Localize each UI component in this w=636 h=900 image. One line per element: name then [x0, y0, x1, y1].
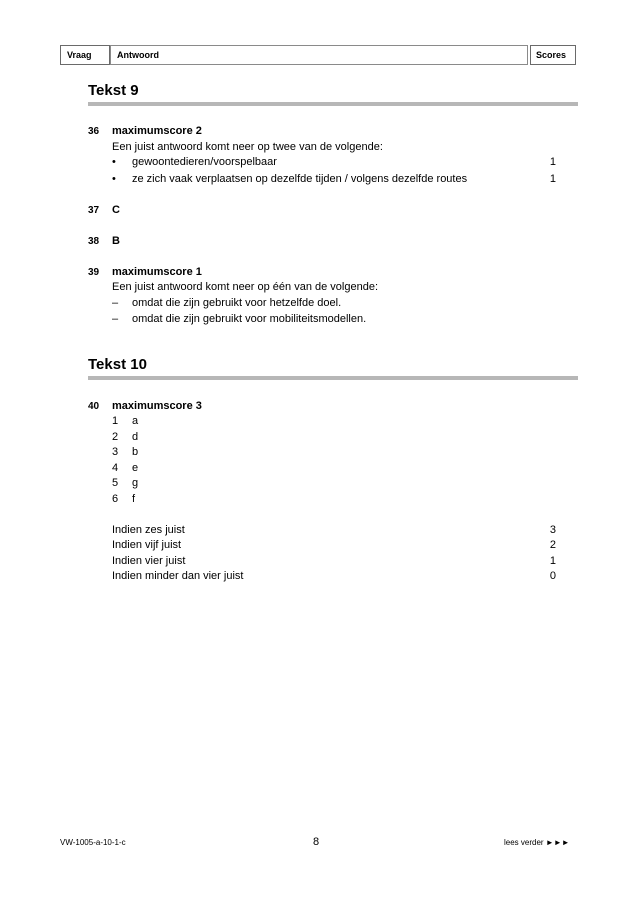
footer-code: VW-1005-a-10-1-c: [60, 838, 126, 847]
section-title-tekst-10: Tekst 10: [88, 356, 147, 373]
question-heading: maximumscore 3: [112, 400, 202, 412]
pair-letter: e: [132, 462, 139, 474]
scoring-label: Indien vier juist: [112, 555, 186, 567]
scoring-value: 2: [549, 539, 556, 551]
question-answer: C: [112, 204, 120, 216]
header-antwoord: Antwoord: [110, 45, 528, 65]
answer-item: omdat die zijn gebruikt voor hetzelfde doel.: [132, 297, 342, 309]
item-score: 1: [549, 156, 556, 168]
question-number: 37: [88, 205, 100, 216]
section-rule: [88, 102, 578, 106]
question-number: 38: [88, 236, 100, 247]
question-number: 40: [88, 401, 100, 412]
header-scores: Scores: [530, 45, 576, 65]
section-title-tekst-9: Tekst 9: [88, 82, 139, 99]
answer-item: ze zich vaak verplaatsen op dezelfde tijden / volgens dezelfde routes: [132, 173, 468, 185]
pair-number: 2: [112, 431, 119, 443]
pair-number: 4: [112, 462, 119, 474]
pair-letter: f: [132, 493, 136, 505]
dash-marker: –: [112, 313, 119, 325]
question-heading: maximumscore 2: [112, 125, 202, 137]
question-number: 39: [88, 267, 100, 278]
pair-letter: a: [132, 415, 139, 427]
item-score: 1: [549, 173, 556, 185]
scoring-value: 3: [549, 524, 556, 536]
scoring-label: Indien vijf juist: [112, 539, 182, 551]
question-answer: B: [112, 235, 120, 247]
page-number: 8: [313, 836, 320, 848]
answer-item: omdat die zijn gebruikt voor mobiliteitsmodellen.: [132, 313, 367, 325]
question-number: 36: [88, 126, 100, 137]
scoring-value: 0: [549, 570, 556, 582]
header-vraag: Vraag: [60, 45, 110, 65]
answer-item: gewoontedieren/voorspelbaar: [132, 156, 277, 168]
pair-letter: d: [132, 431, 139, 443]
pair-letter: g: [132, 477, 139, 489]
pair-number: 5: [112, 477, 119, 489]
question-intro: Een juist antwoord komt neer op twee van de volgende:: [112, 141, 383, 153]
question-intro: Een juist antwoord komt neer op één van de volgende:: [112, 281, 379, 293]
bullet-marker: •: [112, 156, 116, 168]
scoring-label: Indien zes juist: [112, 524, 185, 536]
footer-next: lees verder ►►►: [504, 838, 570, 847]
pair-number: 6: [112, 493, 119, 505]
scoring-label: Indien minder dan vier juist: [112, 570, 244, 582]
dash-marker: –: [112, 297, 119, 309]
pair-number: 1: [112, 415, 119, 427]
section-rule: [88, 376, 578, 380]
scoring-value: 1: [549, 555, 556, 567]
bullet-marker: •: [112, 173, 116, 185]
pair-letter: b: [132, 446, 139, 458]
question-heading: maximumscore 1: [112, 266, 202, 278]
pair-number: 3: [112, 446, 119, 458]
